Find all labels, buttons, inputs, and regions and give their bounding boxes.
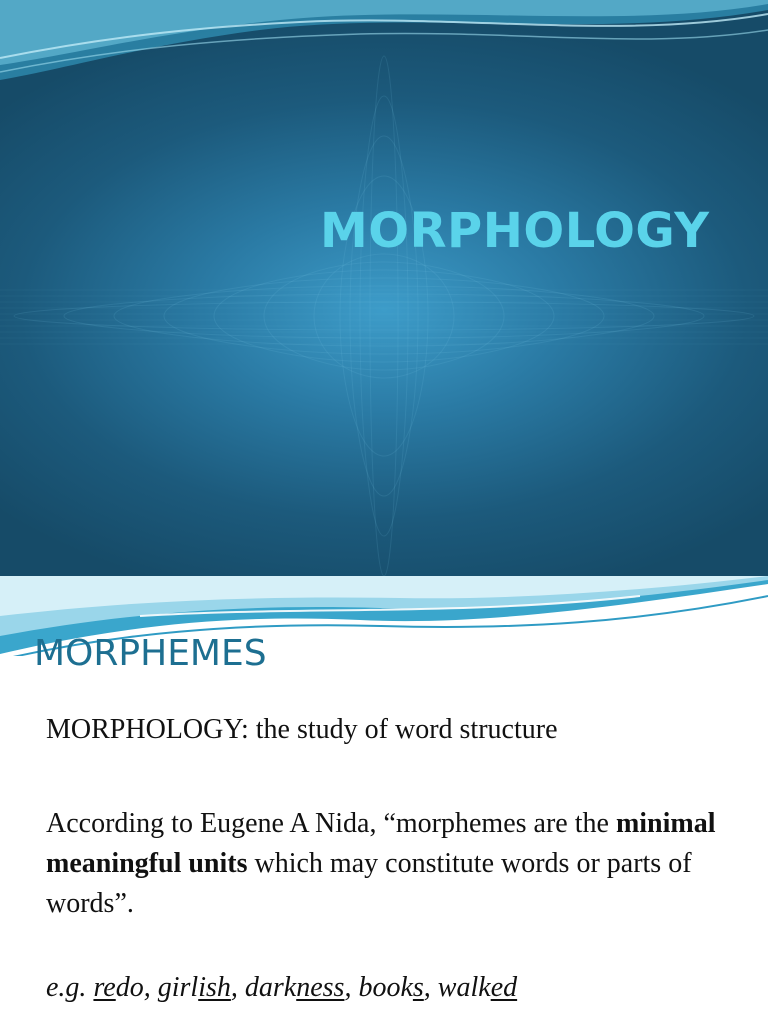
quote-text-before: According to Eugene A Nida, “morphemes are the: [46, 808, 616, 839]
slide-title-morphemes: MORPHEMES: [34, 633, 267, 674]
definition-text: MORPHOLOGY: the study of word structure: [46, 714, 558, 745]
examples-prefix: e.g.: [46, 972, 94, 1003]
top-wave-decoration: [0, 0, 768, 100]
examples-line: [46, 968, 746, 1008]
example-word: redo,: [93, 972, 158, 1003]
example-affix: ed: [490, 972, 518, 1003]
nida-quote: [46, 804, 746, 924]
quote-text-after: which may constitute words or parts of words”.: [46, 848, 692, 919]
example-affix: re: [93, 972, 116, 1003]
slide-title-morphology: MORPHOLOGY: [320, 203, 710, 259]
example-word: walked: [437, 972, 518, 1003]
example-word: girlish,: [157, 972, 245, 1003]
example-affix: ness: [296, 972, 345, 1003]
example-affix: s: [412, 972, 424, 1003]
example-word: darkness,: [244, 972, 359, 1003]
content-slide: [0, 576, 768, 1024]
example-word: books,: [358, 972, 438, 1003]
quote-bold-phrase: minimal meaningful units: [46, 808, 716, 879]
example-affix: ish: [198, 972, 231, 1003]
